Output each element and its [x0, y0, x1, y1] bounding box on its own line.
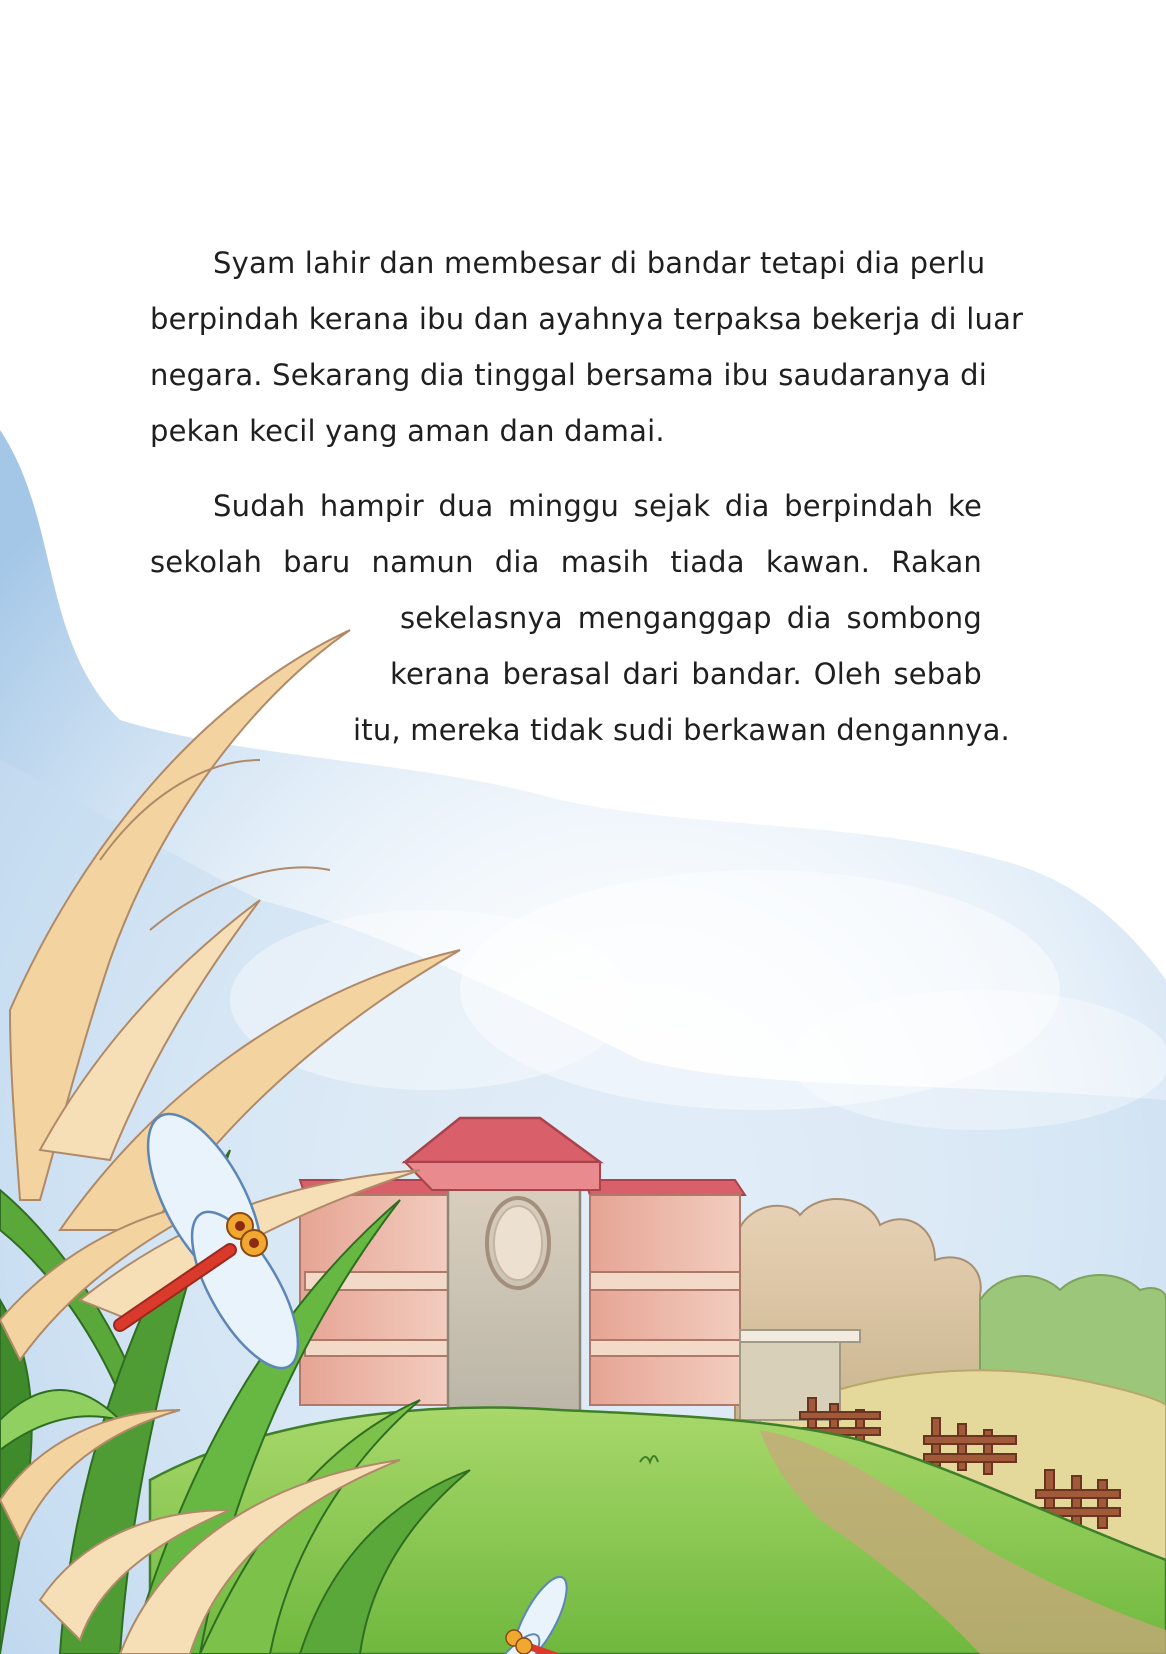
- paragraph-1-line: negara. Sekarang dia tinggal bersama ibu saudaranya di: [150, 358, 987, 392]
- paragraph-1-line: Syam lahir dan membesar di bandar tetapi dia perlu: [213, 246, 986, 280]
- paragraph-2-line: Sudah hampir dua minggu sejak dia berpindah ke: [213, 489, 982, 523]
- paragraph-1-line: pekan kecil yang aman dan damai.: [150, 414, 665, 448]
- paragraph-2: [150, 478, 1010, 758]
- paragraph-1: [150, 235, 1024, 459]
- paragraph-2-line: sekelasnya menganggap dia sombong: [400, 601, 982, 635]
- paragraph-2-line: kerana berasal dari bandar. Oleh sebab: [390, 657, 982, 691]
- paragraph-1-line: berpindah kerana ibu dan ayahnya terpaksa bekerja di luar: [150, 302, 1024, 336]
- paragraph-2-line: itu, mereka tidak sudi berkawan dengannya.: [353, 713, 1010, 747]
- paragraph-2-line: sekolah baru namun dia masih tiada kawan. Rakan: [150, 545, 982, 579]
- story-text: [150, 235, 1024, 758]
